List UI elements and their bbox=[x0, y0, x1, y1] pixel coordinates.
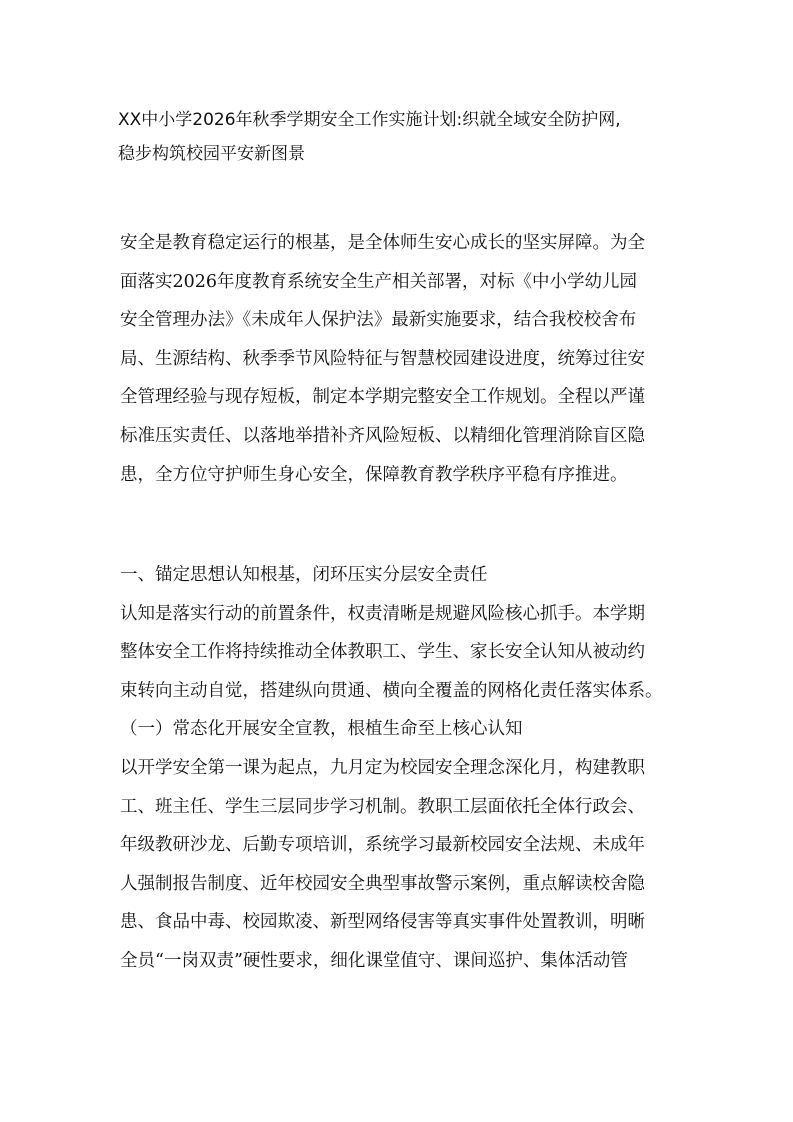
title-line-2: 稳步构筑校园平安新图景 bbox=[118, 144, 305, 164]
title-line-1: XX中小学2026年秋季学期安全工作实施计划:织就全域安全防护网, bbox=[118, 110, 621, 130]
intro-line: 面落实2026年度教育系统安全生产相关部署，对标《中小学幼儿园 bbox=[120, 271, 638, 292]
section-line: 整体安全工作将持续推动全体教职工、学生、家长安全认知从被动约 bbox=[120, 642, 645, 663]
intro-line: 全管理经验与现存短板，制定本学期完整安全工作规划。全程以严谨 bbox=[120, 387, 645, 408]
document-title bbox=[118, 103, 688, 171]
section-line: 以开学安全第一课为起点，九月定为校园安全理念深化月，构建教职 bbox=[120, 757, 645, 778]
section-line: 年级教研沙龙、后勤专项培训，系统学习最新校园安全法规、未成年 bbox=[120, 835, 645, 856]
subsection-heading: （一）常态化开展安全宣教，根植生命至上核心认知 bbox=[120, 719, 523, 740]
section-line: 全员“一岗双责”硬性要求，细化课堂值守、课间巡护、集体活动管 bbox=[120, 950, 628, 971]
section-line: 患、食品中毒、校园欺凌、新型网络侵害等真实事件处置教训，明晰 bbox=[120, 912, 645, 933]
section-line: 认知是落实行动的前置条件，权责清晰是规避风险核心抓手。本学期 bbox=[120, 603, 645, 624]
intro-line: 标准压实责任、以落地举措补齐风险短板、以精细化管理消除盲区隐 bbox=[120, 425, 645, 446]
intro-line: 患，全方位守护师生身心安全，保障教育教学秩序平稳有序推进。 bbox=[120, 464, 628, 485]
intro-line: 局、生源结构、秋季季节风险特征与智慧校园建设进度，统筹过往安 bbox=[120, 348, 645, 369]
section-line: 工、班主任、学生三层同步学习机制。教职工层面依托全体行政会、 bbox=[120, 796, 645, 817]
section-one bbox=[120, 556, 680, 981]
intro-line: 安全管理办法》《未成年人保护法》最新实施要求，结合我校校舍布 bbox=[120, 310, 637, 331]
section-line: 人强制报告制度、近年校园安全典型事故警示案例，重点解读校舍隐 bbox=[120, 873, 645, 894]
intro-paragraph bbox=[120, 224, 680, 494]
section-heading: 一、锚定思想认知根基，闭环压实分层安全责任 bbox=[120, 565, 488, 585]
section-line: 束转向主动自觉，搭建纵向贯通、横向全覆盖的网格化责任落实体系。 bbox=[120, 680, 663, 701]
intro-line: 安全是教育稳定运行的根基，是全体师生安心成长的坚实屏障。为全 bbox=[120, 233, 645, 253]
